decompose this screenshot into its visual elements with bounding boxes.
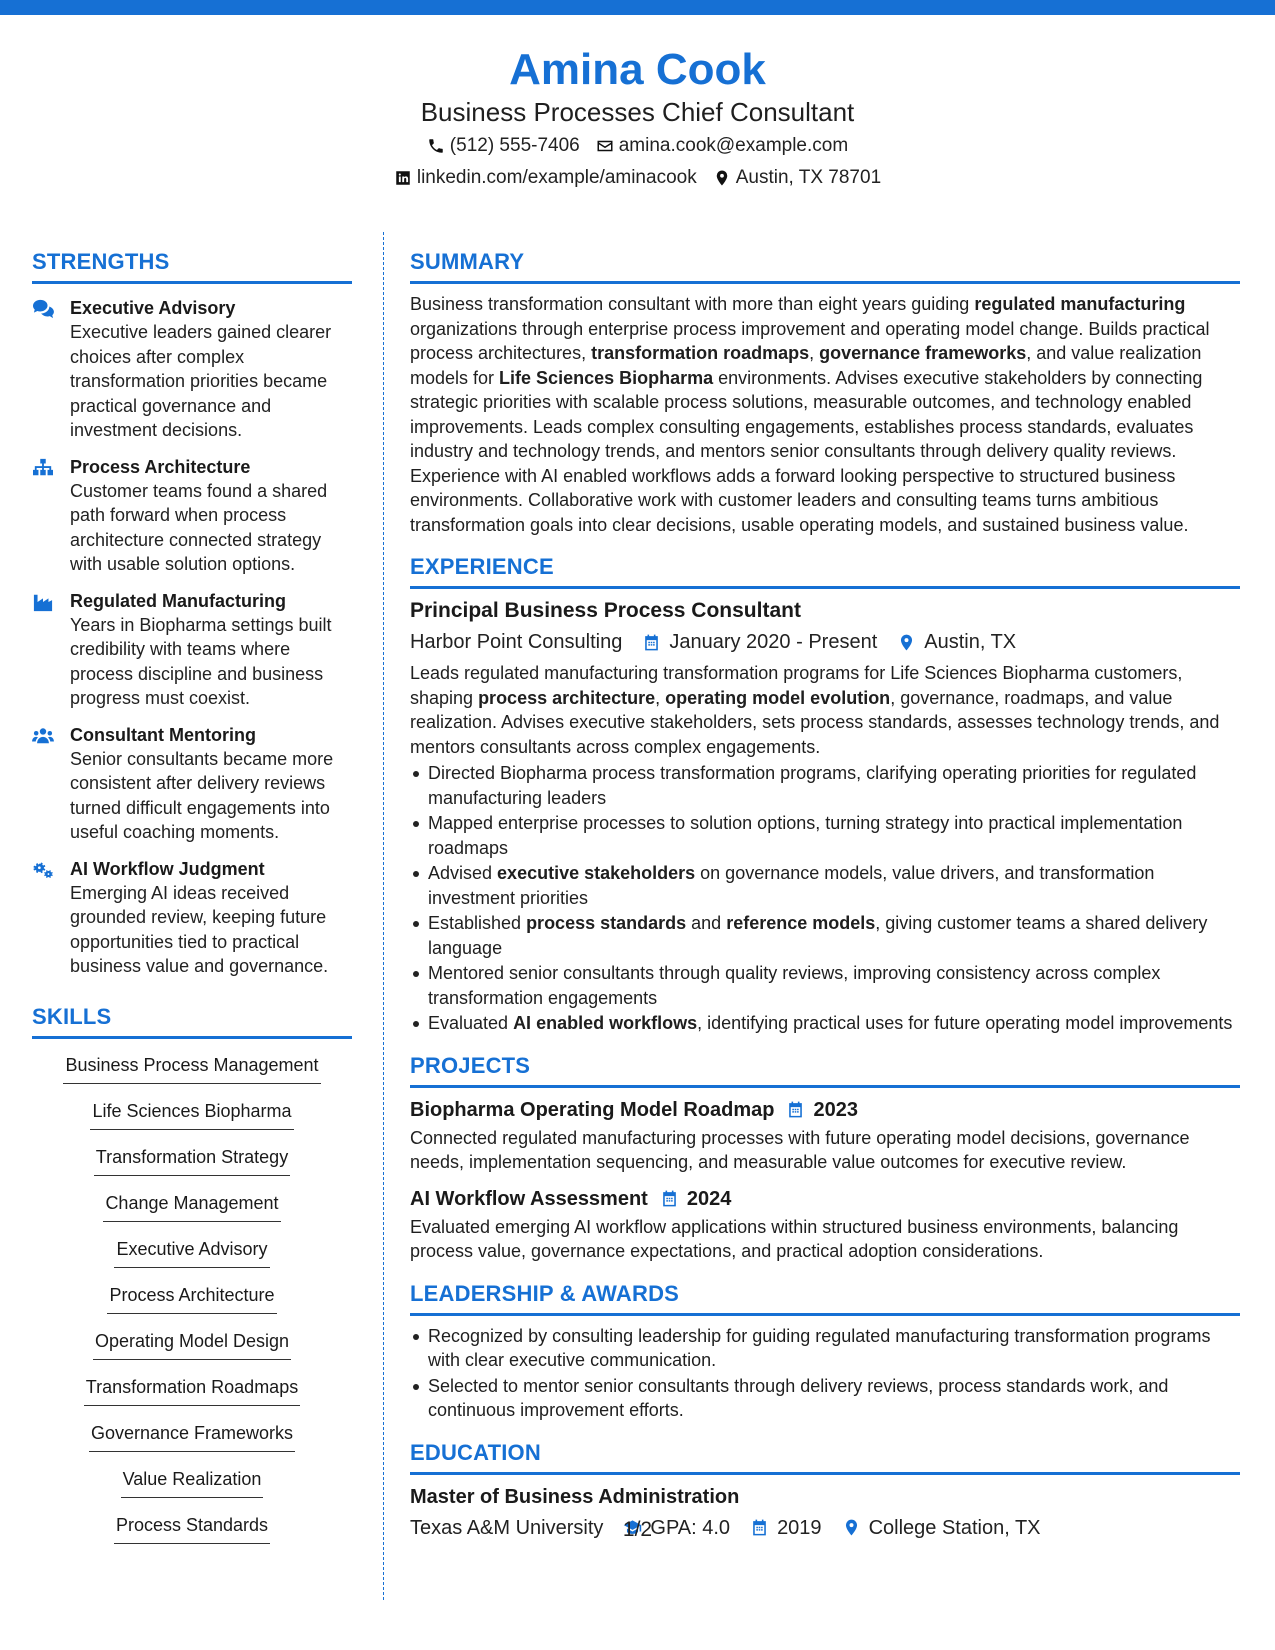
job-bullet: Evaluated AI enabled workflows, identifying practical uses for future operating model improvements bbox=[410, 1011, 1240, 1036]
leadership-bullets bbox=[410, 1324, 1240, 1423]
skill-item: Process Architecture bbox=[107, 1283, 276, 1314]
project-name: AI Workflow Assessment bbox=[410, 1187, 648, 1210]
phone-icon bbox=[427, 137, 445, 155]
resume-header bbox=[0, 44, 1275, 191]
strength-item bbox=[32, 455, 352, 577]
strengths-heading: STRENGTHS bbox=[32, 248, 352, 284]
strength-desc: Senior consultants became more consistent after delivery reviews turned difficult engagements into useful coaching moments. bbox=[70, 748, 334, 842]
calendar-icon bbox=[786, 1100, 805, 1119]
calendar-icon bbox=[642, 633, 661, 652]
company-name: Harbor Point Consulting bbox=[410, 631, 623, 653]
map-pin-icon bbox=[897, 633, 916, 652]
skills-list bbox=[32, 1053, 352, 1559]
right-column bbox=[410, 248, 1240, 1542]
gpa-text: GPA: 4.0 bbox=[650, 1516, 731, 1539]
comments-icon bbox=[32, 299, 54, 319]
strength-title: AI Workflow Judgment bbox=[70, 858, 265, 879]
calendar-icon bbox=[660, 1189, 679, 1208]
leadership-bullet: Recognized by consulting leadership for guiding regulated manufacturing transformation programs with clear executive communication. bbox=[410, 1324, 1240, 1373]
phone-contact[interactable] bbox=[427, 133, 580, 159]
project-desc: Connected regulated manufacturing processes with future operating model decisions, governance needs, implementation sequencing, and measurable value outcomes for executive review. bbox=[410, 1127, 1190, 1172]
project-year bbox=[660, 1185, 732, 1213]
strength-title: Executive Advisory bbox=[70, 298, 236, 318]
skill-item: Life Sciences Biopharma bbox=[90, 1099, 293, 1130]
skill-item: Governance Frameworks bbox=[89, 1421, 295, 1452]
project-title bbox=[410, 1185, 1240, 1213]
strength-desc: Years in Biopharma settings built credibility with teams where process discipline and business progress must coexist. bbox=[70, 614, 332, 708]
summary-text: Business transformation consultant with more than eight years guiding regulated manufacturing organizations through enterprise process improvement and operating model change. Builds practical process architectures, transformation roadmaps, governance frameworks, and value realization models for Life Sciences Biopharma environments. Advises executive stakeholders by connecting strategic priorities with scalable process solutions, measurable outcomes, and technology enabled improvements. Leads complex consulting engagements, establishes process standards, evaluates industry and technology trends, and mentors senior consultants through delivery quality reviews. Experience with AI enabled workflows adds a forward looking perspective to structured business environments. Collaborative work with customer leaders and consulting teams turns ambitious transformation goals into clear decisions, usable operating models, and sustained business value. bbox=[410, 294, 1210, 535]
education-year-text: 2019 bbox=[777, 1516, 822, 1539]
top-accent-bar bbox=[0, 0, 1275, 15]
strength-title: Process Architecture bbox=[70, 456, 251, 477]
sitemap-icon bbox=[32, 458, 54, 478]
page-number: 1/2 bbox=[622, 1518, 653, 1541]
project-year-text: 2023 bbox=[813, 1098, 858, 1121]
location-contact bbox=[713, 165, 881, 191]
job-bullet: Established process standards and reference models, giving customer teams a shared delivery language bbox=[410, 911, 1240, 960]
candidate-role: Business Processes Chief Consultant bbox=[420, 97, 855, 127]
job-location bbox=[897, 628, 1016, 656]
strength-desc: Executive leaders gained clearer choices after complex transformation priorities became practical governance and investment decisions. bbox=[70, 322, 332, 440]
users-icon bbox=[32, 726, 54, 746]
skill-item: Executive Advisory bbox=[114, 1237, 269, 1268]
job-location-text: Austin, TX bbox=[924, 631, 1017, 653]
skill-item: Value Realization bbox=[121, 1467, 264, 1498]
email-text: amina.cook@example.com bbox=[618, 135, 849, 156]
job-bullet: Mapped enterprise processes to solution options, turning strategy into practical implementation roadmaps bbox=[410, 811, 1240, 860]
candidate-name: Amina Cook bbox=[509, 45, 766, 94]
strength-desc: Customer teams found a shared path forward when process architecture connected strategy with usable solution options. bbox=[70, 480, 328, 574]
job-description: Leads regulated manufacturing transformation programs for Life Sciences Biopharma customers, shaping process architecture, operating model evolution, governance, roadmaps, and value realization. Advises executive stakeholders, sets process standards, assesses technology trends, and mentors consultants across complex engagements. bbox=[410, 663, 1220, 757]
skill-item: Transformation Strategy bbox=[94, 1145, 290, 1176]
strength-title: Regulated Manufacturing bbox=[70, 590, 287, 611]
project-desc: Evaluated emerging AI workflow applications within structured business environments, balancing process value, governance expectations, and practical adoption considerations. bbox=[410, 1216, 1179, 1261]
skill-item: Operating Model Design bbox=[93, 1329, 291, 1360]
projects-heading: PROJECTS bbox=[410, 1052, 1240, 1088]
envelope-icon bbox=[596, 137, 614, 155]
degree-title: Master of Business Administration bbox=[410, 1485, 740, 1508]
skill-item: Transformation Roadmaps bbox=[84, 1375, 300, 1406]
leadership-heading: LEADERSHIP & AWARDS bbox=[410, 1280, 1240, 1316]
left-column bbox=[32, 248, 352, 1559]
linkedin-text: linkedin.com/example/aminacook bbox=[416, 167, 697, 188]
experience-heading: EXPERIENCE bbox=[410, 553, 1240, 589]
education-heading: EDUCATION bbox=[410, 1439, 1240, 1475]
education-location-text: College Station, TX bbox=[868, 1516, 1041, 1539]
cogs-icon bbox=[32, 860, 54, 880]
contact-row-1 bbox=[0, 133, 1275, 159]
strength-item bbox=[32, 296, 352, 443]
job-dates bbox=[642, 628, 877, 656]
job-title: Principal Business Process Consultant bbox=[410, 599, 801, 622]
leadership-bullet: Selected to mentor senior consultants through delivery reviews, process standards work, and continuous improvement efforts. bbox=[410, 1374, 1240, 1423]
column-divider bbox=[383, 232, 384, 1600]
job-bullets bbox=[410, 761, 1240, 1036]
strength-desc: Emerging AI ideas received grounded review, keeping future opportunities tied to practical business value and governance. bbox=[70, 882, 329, 976]
strength-item bbox=[32, 723, 352, 845]
job-dates-text: January 2020 - Present bbox=[669, 631, 878, 653]
skill-item: Process Standards bbox=[114, 1513, 270, 1544]
email-contact[interactable] bbox=[596, 133, 848, 159]
map-pin-icon bbox=[713, 169, 731, 187]
skills-heading: SKILLS bbox=[32, 1003, 352, 1039]
project-year bbox=[786, 1096, 858, 1124]
school-name: Texas A&M University bbox=[410, 1516, 604, 1539]
strength-title: Consultant Mentoring bbox=[70, 724, 256, 745]
strength-item bbox=[32, 589, 352, 711]
linkedin-icon bbox=[394, 169, 412, 187]
skill-item: Change Management bbox=[103, 1191, 280, 1222]
project-title bbox=[410, 1096, 1240, 1124]
job-bullet: Directed Biopharma process transformation programs, clarifying operating priorities for regulated manufacturing leaders bbox=[410, 761, 1240, 810]
summary-heading: SUMMARY bbox=[410, 248, 1240, 284]
linkedin-contact[interactable] bbox=[394, 165, 697, 191]
skill-item: Business Process Management bbox=[63, 1053, 320, 1084]
project-name: Biopharma Operating Model Roadmap bbox=[410, 1098, 775, 1121]
project-year-text: 2024 bbox=[686, 1187, 732, 1210]
job-meta bbox=[410, 628, 1240, 656]
strength-item bbox=[32, 857, 352, 979]
location-text: Austin, TX 78701 bbox=[735, 167, 882, 188]
job-bullet: Advised executive stakeholders on governance models, value drivers, and transformation investment priorities bbox=[410, 861, 1240, 910]
phone-text: (512) 555-7406 bbox=[449, 135, 580, 156]
contact-row-2 bbox=[0, 165, 1275, 191]
job-bullet: Mentored senior consultants through quality reviews, improving consistency across complex transformation engagements bbox=[410, 961, 1240, 1010]
industry-icon bbox=[32, 592, 54, 612]
